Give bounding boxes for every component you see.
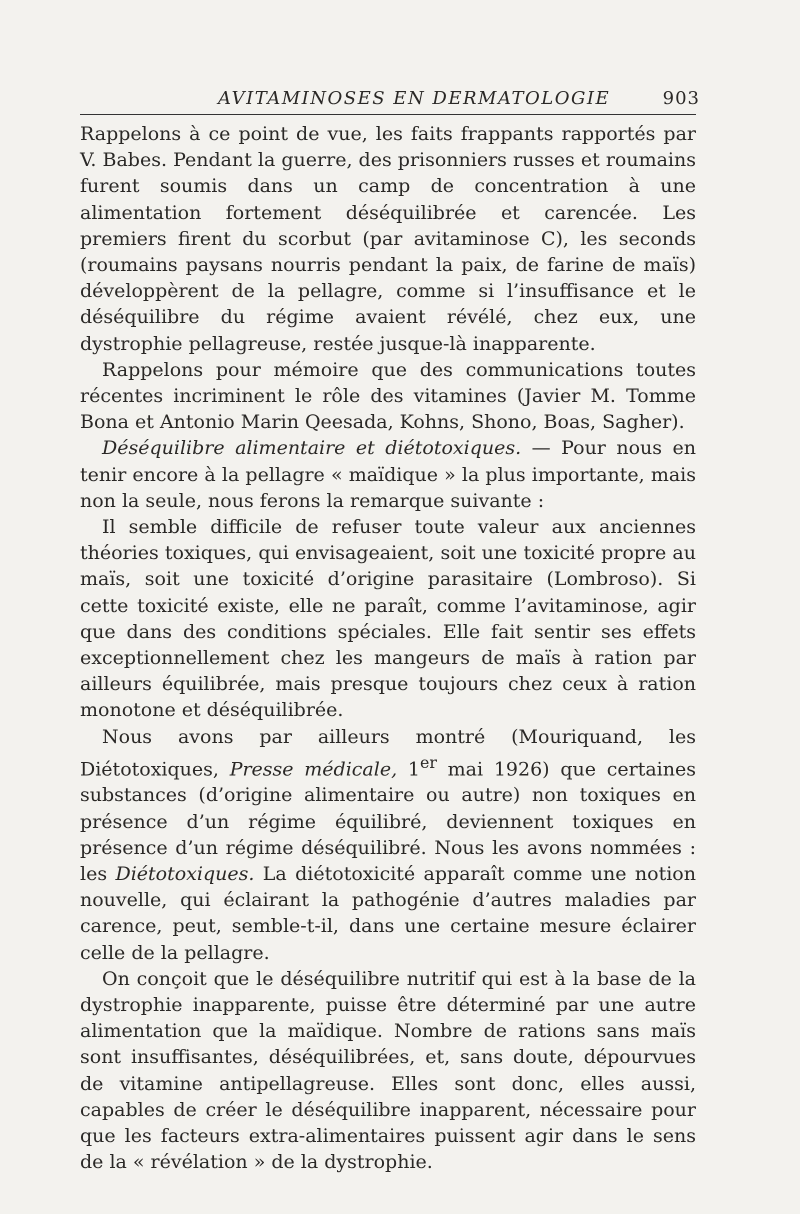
paragraph-2: Rappelons pour mémoire que des communications toutes récentes incriminent le rôle des vitamines (Javier M. Tomme Bona et Antonio Marin Qeesada, Kohns, Shono, Boas, Sagher). (80, 358, 696, 434)
section-heading-italic: Déséquilibre alimentaire et diétotoxiques. (102, 437, 522, 460)
paragraph-5-post: La diétotoxicité apparaît comme une notion nouvelle, qui éclairant la pathogénie d’autres maladies par carence, peut, semble-t-il, dans une certaine mesure éclairer celle de la pellagre. (80, 863, 696, 964)
paragraph-5-day: 1 (397, 758, 420, 781)
running-title: AVITAMINOSES EN DERMATOLOGIE (218, 88, 611, 109)
body-text (80, 121, 696, 1175)
running-header (80, 88, 700, 109)
page-number: 903 (662, 88, 700, 109)
paragraph-5-mid: mai 1926) que certaines substances (d’origine alimentaire ou autre) non toxiques en présence d’un régime équilibré, deviennent toxiques en présence d’un régime déséquilibré. Nous les avons nommées : les (80, 758, 696, 886)
header-rule (80, 114, 696, 115)
paragraph-4: Il semble difficile de refuser toute valeur aux anciennes théories toxiques, qui envisageaient, soit une toxicité propre au maïs, soit une toxicité d’origine parasitaire (Lombroso). Si cette toxicité existe, elle ne paraît, comme l’avitaminose, agir que dans des conditions spéciales. Elle fait sentir ses effets exceptionnellement chez les mangeurs de maïs à ration par ailleurs équilibrée, mais presque toujours chez ceux à ration monotone et déséquilibrée. (80, 516, 696, 722)
paragraph-1: Rappelons à ce point de vue, les faits frappants rapportés par V. Babes. Pendant la guerre, des prisonniers russes et roumains furent soumis dans un camp de concentration à une alimentation fortement déséquilibrée et carencée. Les premiers firent du scorbut (par avitaminose C), les seconds (roumains paysans nourris pendant la paix, de farine de maïs) développèrent de la pellagre, comme si l’insuffisance et le déséquilibre du régime avaient révélé, chez eux, une dystrophie pellagreuse, restée jusque-là inapparente. (80, 123, 696, 355)
ordinal-superscript: er (419, 752, 437, 772)
paragraph-3-text: — Pour nous en tenir encore à la pellagre « maïdique » la plus importante, mais non la seule, nous ferons la remarque suivante : (80, 437, 697, 512)
journal-title-italic: Presse médicale, (229, 758, 398, 781)
paragraph-6: On conçoit que le déséquilibre nutritif qui est à la base de la dystrophie inapparente, puisse être déterminé par une autre alimentation que la maïdique. Nombre de rations sans maïs sont insuffisantes, déséquilibrées, et, sans doute, dépourvues de vitamine antipellagreuse. Elles sont donc, elles aussi, capables de créer le déséquilibre inapparent, nécessaire pour que les facteurs extra-alimentaires puissent agir dans le sens de la « révélation » de la dystrophie. (80, 967, 696, 1174)
paragraph-3 (80, 435, 696, 514)
term-italic: Diétotoxiques. (115, 863, 255, 886)
paragraph-5-pre: Nous avons par ailleurs montré (Mouriquand, les Diétotoxiques, (80, 725, 696, 781)
paragraph-5 (80, 724, 696, 966)
